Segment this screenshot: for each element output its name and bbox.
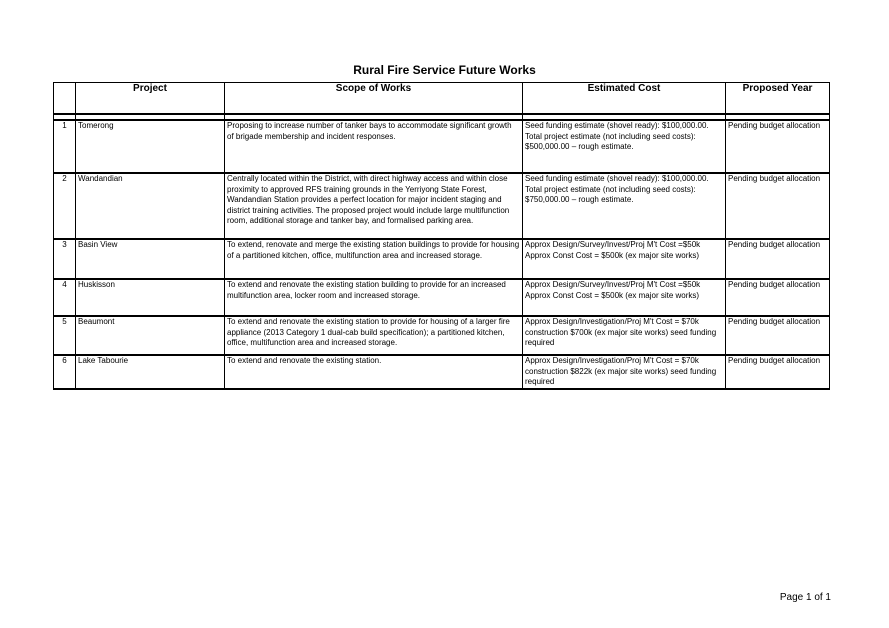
column-header-scope: Scope of Works	[225, 83, 523, 115]
row-number: 4	[54, 279, 76, 316]
page-number: Page 1 of 1	[779, 592, 831, 603]
row-number: 3	[54, 239, 76, 279]
project-cell: Lake Tabourie	[76, 355, 225, 389]
scope-cell: To extend and renovate the existing station building to provide for an increased multifunction area, locker room and increased storage.	[225, 279, 523, 316]
cost-cell: Approx Design/Survey/Invest/Proj M't Cost =$50k Approx Const Cost = $500k (ex major site works)	[523, 279, 726, 316]
project-cell: Beaumont	[76, 316, 225, 355]
table-row	[54, 279, 830, 316]
row-number: 1	[54, 120, 76, 173]
project-cell: Wandandian	[76, 173, 225, 239]
scope-cell: Centrally located within the District, with direct highway access and within close proximity to approved RFS training grounds in the Yerriyong State Forest, Wandandian Station provides a perfect location for major incident staging and district training activities. The proposed project would include large multifunction room, additional storage and tanker bay, and formalised parking area.	[225, 173, 523, 239]
project-cell: Basin View	[76, 239, 225, 279]
year-cell: Pending budget allocation	[726, 316, 830, 355]
project-cell: Huskisson	[76, 279, 225, 316]
table-row	[54, 316, 830, 355]
column-header-cost: Estimated Cost	[523, 83, 726, 115]
column-header-project: Project	[76, 83, 225, 115]
year-cell: Pending budget allocation	[726, 173, 830, 239]
year-cell: Pending budget allocation	[726, 239, 830, 279]
cost-cell: Approx Design/Survey/Invest/Proj M't Cost =$50k Approx Const Cost = $500k (ex major site works)	[523, 239, 726, 279]
year-cell: Pending budget allocation	[726, 355, 830, 389]
column-header-number	[54, 83, 76, 115]
cost-cell: Seed funding estimate (shovel ready): $100,000.00. Total project estimate (not including seed costs): $750,000.00 – rough estimate.	[523, 173, 726, 239]
year-cell: Pending budget allocation	[726, 120, 830, 173]
table-row	[54, 120, 830, 173]
table-header-row	[54, 83, 830, 115]
row-number: 6	[54, 355, 76, 389]
row-number: 5	[54, 316, 76, 355]
table-row	[54, 173, 830, 239]
future-works-table	[53, 82, 830, 390]
scope-cell: To extend and renovate the existing station to provide for housing of a larger fire appliance (2013 Category 1 dual-cab build specification); a partitioned kitchen, office, multifunction area and increased storage.	[225, 316, 523, 355]
row-number: 2	[54, 173, 76, 239]
year-cell: Pending budget allocation	[726, 279, 830, 316]
scope-cell: To extend and renovate the existing station.	[225, 355, 523, 389]
project-cell: Tomerong	[76, 120, 225, 173]
column-header-year: Proposed Year	[726, 83, 830, 115]
scope-cell: To extend, renovate and merge the existing station buildings to provide for housing of a partitioned kitchen, office, multifunction area and increased storage.	[225, 239, 523, 279]
scope-cell: Proposing to increase number of tanker bays to accommodate significant growth of brigade membership and incident responses.	[225, 120, 523, 173]
cost-cell: Approx Design/Investigation/Proj M't Cost = $70k construction $822k (ex major site works) seed funding required	[523, 355, 726, 389]
table-row	[54, 355, 830, 389]
document-title: Rural Fire Service Future Works	[353, 63, 536, 77]
table-row	[54, 239, 830, 279]
cost-cell: Approx Design/Investigation/Proj M't Cost = $70k construction $700k (ex major site works) seed funding required	[523, 316, 726, 355]
cost-cell: Seed funding estimate (shovel ready): $100,000.00. Total project estimate (not including seed costs): $500,000.00 – rough estimate.	[523, 120, 726, 173]
